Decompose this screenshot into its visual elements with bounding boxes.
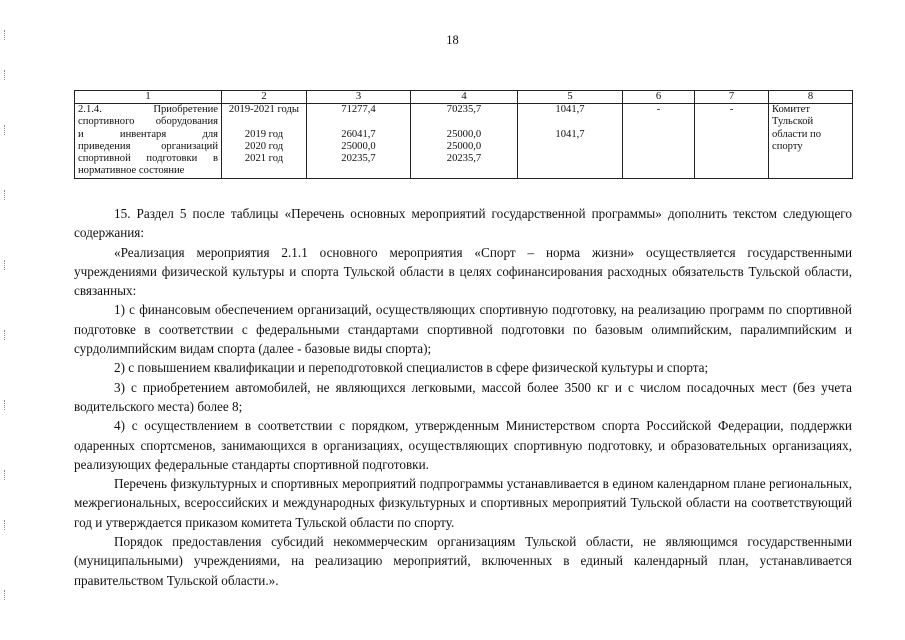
col4-value: 70235,7 — [446, 104, 482, 115]
col4-value: 20235,7 — [446, 153, 482, 165]
period-value: 2019 год — [244, 128, 284, 140]
column-header: 4 — [411, 91, 518, 104]
measure-name-line: нормативное состояние — [78, 165, 185, 177]
period-value: 2021 год — [244, 153, 284, 165]
paragraph: 4) с осуществлением в соответствии с порядком, утвержденным Министерством спорта Российской Федерации, поддержки одаренных спортсменов, занимающихся в организациях, осуществляющих спортивную подготовку, и образовательных организациях, реализующих федеральные стандарты спортивной подготовки. — [74, 418, 852, 472]
period-cell — [222, 104, 307, 179]
paragraph: Порядок предоставления субсидий некоммерческим организациям Тульской области, не являющимся государственными (муниципальными) учреждениями, на реализацию мероприятий, включенных в единый календарный план, устанавливается правительством Тульской области.». — [74, 534, 852, 588]
column-header: 6 — [623, 91, 695, 104]
column-header: 7 — [695, 91, 769, 104]
total-value: 25000,0 — [341, 140, 376, 152]
col5-value: 1041,7 — [555, 128, 585, 140]
col7-cell: - — [695, 104, 769, 179]
column-header: 1 — [75, 91, 222, 104]
total-value: 71277,4 — [341, 104, 376, 115]
paragraph: 1) с финансовым обеспечением организаций, осуществляющих спортивную подготовку, на реализацию программ по спортивной подготовке в соответствии с федеральными стандартами спортивной подготовки по базовым олимпийским, паралимпийским и сурдолимпийским видам спорта (далее - базовые виды спорта); — [74, 302, 852, 357]
paragraph: 2) с повышением квалификации и переподготовкой специалистов в сфере физической культуры и спорта; — [114, 360, 709, 376]
period-value: 2020 год — [244, 140, 284, 152]
paragraph: 15. Раздел 5 после таблицы «Перечень основных мероприятий государственной программы» дополнить текстом следующего содержания: — [74, 206, 852, 241]
table-header-row — [75, 91, 853, 104]
column-header: 5 — [518, 91, 623, 104]
col5-value: 1041,7 — [555, 104, 585, 115]
paragraph: 3) с приобретением автомобилей, не являющихся легковыми, массой более 3500 кг и с числом посадочных мест (без учета водительского места) более 8; — [74, 379, 852, 414]
col5-cell — [518, 104, 623, 179]
page-number: 18 — [446, 33, 459, 47]
total-value: 26041,7 — [341, 128, 376, 140]
measure-name-line: приведения организаций — [78, 140, 218, 152]
scan-margin-marks — [4, 30, 8, 630]
measure-name-line: и инвентаря для — [78, 128, 218, 140]
column-header: 3 — [307, 91, 411, 104]
executor-cell: Комитет Тульской области по спорту — [769, 104, 853, 179]
col4-value: 25000,0 — [446, 140, 482, 152]
document-body — [74, 204, 852, 590]
column-header: 2 — [222, 91, 307, 104]
measure-name-cell — [75, 104, 222, 179]
col4-value: 25000,0 — [446, 128, 482, 140]
period-value: 2019-2021 годы — [228, 104, 300, 115]
table-row — [75, 104, 853, 179]
col4-cell — [411, 104, 518, 179]
total-value: 20235,7 — [341, 153, 376, 165]
measure-name-line: спортивной подготовки в — [78, 153, 218, 165]
column-header: 8 — [769, 91, 853, 104]
col6-cell: - — [623, 104, 695, 179]
measure-name-line: спортивного оборудования — [78, 116, 218, 128]
budget-table — [74, 90, 853, 179]
paragraph: «Реализация мероприятия 2.1.1 основного мероприятия «Спорт – норма жизни» осуществляется государственными учреждениями физической культуры и спорта Тульской области в целях софинансирования расходных обязательств Тульской области, связанных: — [74, 244, 852, 299]
total-cell — [307, 104, 411, 179]
paragraph: Перечень физкультурных и спортивных мероприятий подпрограммы устанавливается в едином календарном плане региональных, межрегиональных, всероссийских и международных физкультурных и спортивных мероприятий Тульской области на соответствующий год и утверждается приказом комитета Тульской области по спорту. — [74, 476, 852, 530]
measure-name-line: 2.1.4. Приобретение — [78, 104, 218, 115]
